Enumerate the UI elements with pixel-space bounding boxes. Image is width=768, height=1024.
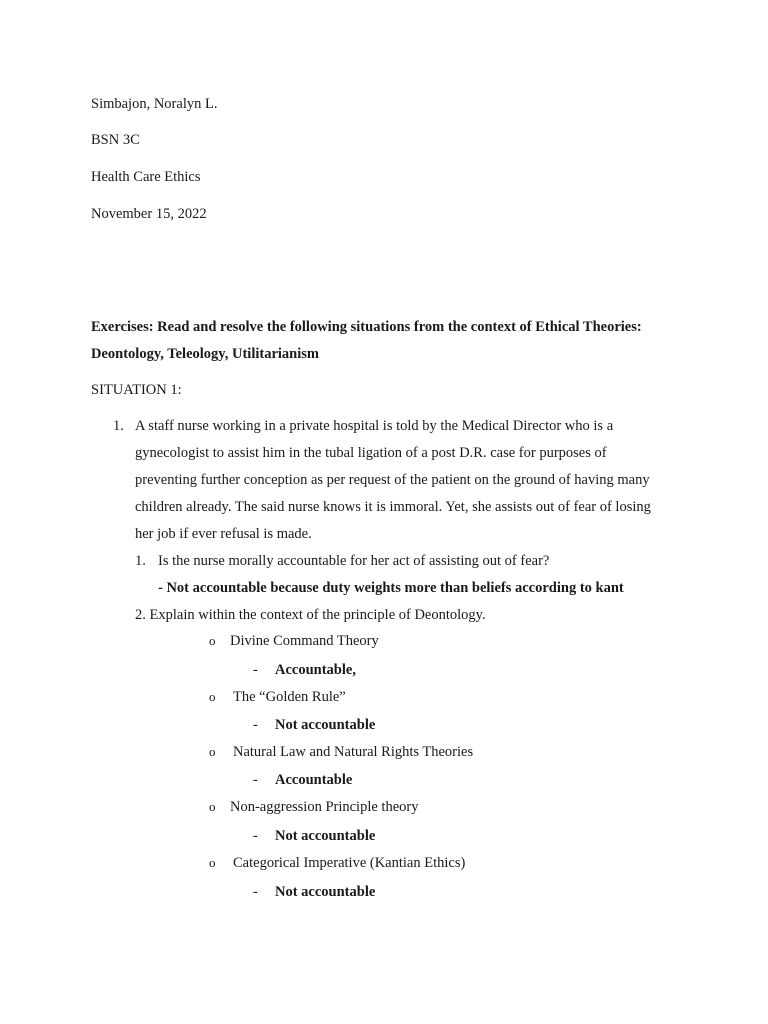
question-text: Is the nurse morally accountable for her act of assisting out of fear? — [158, 553, 550, 569]
dash-marker: - — [253, 884, 258, 900]
theory-name: Categorical Imperative (Kantian Ethics) — [233, 855, 466, 871]
dash-marker: - — [253, 772, 258, 788]
verdict-text: Not accountable — [275, 884, 376, 900]
bullet-marker: o — [209, 855, 216, 870]
dash-marker: - — [253, 662, 258, 678]
dash-marker: - — [253, 717, 258, 733]
exercise-instruction-line2: Deontology, Teleology, Utilitarianism — [91, 346, 319, 362]
bullet-marker: o — [209, 633, 216, 648]
verdict-text: Accountable, — [275, 662, 356, 678]
bullet-marker: o — [209, 799, 216, 814]
item-text-line: children already. The said nurse knows it is immoral. Yet, she assists out of fear of losing — [135, 499, 651, 515]
question-2-text: 2. Explain within the context of the principle of Deontology. — [135, 607, 486, 623]
situation-label: SITUATION 1: — [91, 382, 182, 398]
verdict-text: Not accountable — [275, 717, 376, 733]
item-text-line: gynecologist to assist him in the tubal ligation of a post D.R. case for purposes of — [135, 445, 607, 461]
bullet-marker: o — [209, 689, 216, 704]
item-text-line: preventing further conception as per request of the patient on the ground of having many — [135, 472, 650, 488]
student-name: Simbajon, Noralyn L. — [91, 96, 218, 112]
verdict-text: Not accountable — [275, 828, 376, 844]
theory-name: Natural Law and Natural Rights Theories — [233, 744, 474, 760]
question-number: 1. — [135, 553, 146, 569]
document-date: November 15, 2022 — [91, 206, 207, 222]
verdict-text: Accountable — [275, 772, 353, 788]
question-answer: - Not accountable because duty weights more than beliefs according to kant — [158, 580, 624, 596]
student-section: BSN 3C — [91, 132, 140, 148]
theory-name: Divine Command Theory — [230, 633, 379, 649]
item-number: 1. — [113, 418, 124, 434]
dash-marker: - — [253, 828, 258, 844]
theory-name: Non-aggression Principle theory — [230, 799, 419, 815]
item-text-line: A staff nurse working in a private hospital is told by the Medical Director who is a — [135, 418, 614, 434]
item-text-line: her job if ever refusal is made. — [135, 526, 312, 542]
exercise-instruction-line1: Exercises: Read and resolve the following situations from the context of Ethical Theories: — [91, 319, 642, 335]
theory-name: The “Golden Rule” — [233, 689, 346, 705]
bullet-marker: o — [209, 744, 216, 759]
course-title: Health Care Ethics — [91, 169, 201, 185]
